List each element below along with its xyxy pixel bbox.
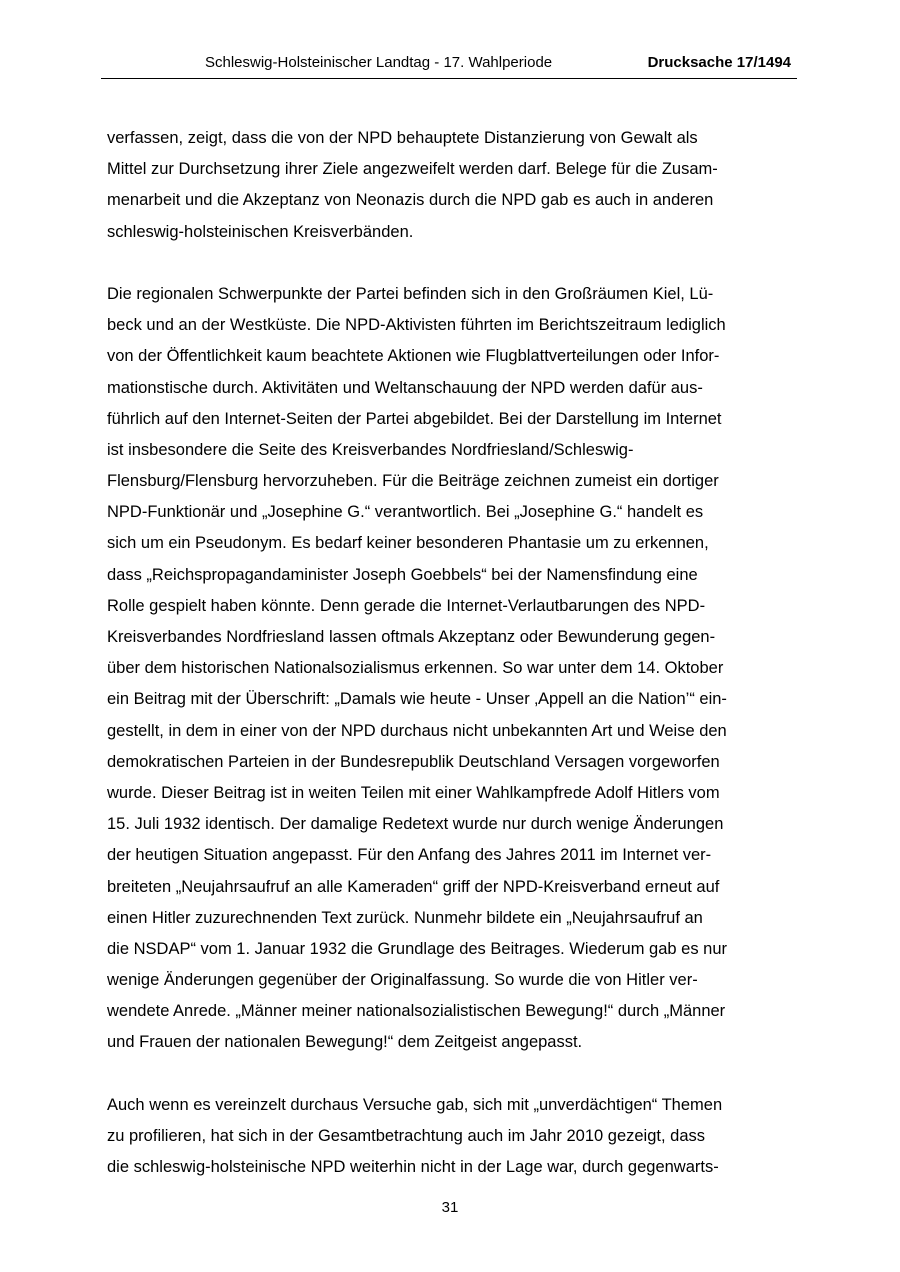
text-line: einen Hitler zuzurechnenden Text zurück. Nunmehr bildete ein „Neujahrsaufruf an: [107, 908, 703, 927]
text-line: Die regionalen Schwerpunkte der Partei befinden sich in den Großräumen Kiel, Lü-: [107, 284, 714, 303]
text-line: 15. Juli 1932 identisch. Der damalige Redetext wurde nur durch wenige Änderungen: [107, 815, 724, 834]
text-line: Flensburg/Flensburg hervorzuheben. Für die Beiträge zeichnen zumeist ein dortiger: [107, 472, 719, 491]
paragraph: [107, 1090, 797, 1184]
text-line: menarbeit und die Akzeptanz von Neonazis durch die NPD gab es auch in anderen: [107, 191, 714, 210]
paragraph: [107, 279, 797, 1059]
document-reference: Drucksache 17/1494: [647, 54, 791, 71]
text-line: zu profilieren, hat sich in der Gesamtbetrachtung auch im Jahr 2010 gezeigt, dass: [107, 1127, 705, 1145]
text-line: demokratischen Parteien in der Bundesrepublik Deutschland Versagen vorgeworfen: [107, 752, 720, 771]
text-line: verfassen, zeigt, dass die von der NPD behauptete Distanzierung von Gewalt als: [107, 129, 698, 147]
text-line: wurde. Dieser Beitrag ist in weiten Teilen mit einer Wahlkampfrede Adolf Hitlers vom: [107, 783, 720, 802]
page-header: [101, 52, 797, 79]
header-title: Schleswig-Holsteinischer Landtag - 17. Wahlperiode: [205, 54, 553, 71]
text-line: wenige Änderungen gegenüber der Originalfassung. So wurde die von Hitler ver-: [107, 971, 698, 990]
text-line: über dem historischen Nationalsozialismus erkennen. So war unter dem 14. Oktober: [107, 659, 724, 678]
text-line: sich um ein Pseudonym. Es bedarf keiner besonderen Phantasie um zu erkennen,: [107, 534, 709, 553]
text-line: ist insbesondere die Seite des Kreisverbandes Nordfriesland/Schleswig-: [107, 440, 634, 459]
text-line: schleswig-holsteinischen Kreisverbänden.: [107, 222, 414, 241]
text-line: der heutigen Situation angepasst. Für den Anfang des Jahres 2011 im Internet ver-: [107, 846, 712, 865]
text-line: dass „Reichspropagandaminister Joseph Goebbels“ bei der Namensfindung eine: [107, 565, 698, 584]
page-number: 31: [441, 1199, 459, 1216]
text-line: gestellt, in dem in einer von der NPD durchaus nicht unbekannten Art und Weise den: [107, 721, 727, 740]
text-line: die schleswig-holsteinische NPD weiterhin nicht in der Lage war, durch gegenwarts-: [107, 1158, 719, 1177]
paragraph-gap: [107, 248, 797, 279]
text-line: mationstische durch. Aktivitäten und Weltanschauung der NPD werden dafür aus-: [107, 378, 703, 397]
text-line: führlich auf den Internet-Seiten der Partei abgebildet. Bei der Darstellung im Internet: [107, 409, 722, 428]
text-line: beck und an der Westküste. Die NPD-Aktivisten führten im Berichtszeitraum lediglich: [107, 316, 726, 335]
text-line: von der Öffentlichkeit kaum beachtete Aktionen wie Flugblattverteilungen oder Infor-: [107, 347, 720, 366]
paragraph-gap: [107, 1059, 797, 1090]
text-line: und Frauen der nationalen Bewegung!“ dem Zeitgeist angepasst.: [107, 1033, 583, 1052]
text-line: Kreisverbandes Nordfriesland lassen oftmals Akzeptanz oder Bewunderung gegen-: [107, 628, 716, 646]
text-line: Auch wenn es vereinzelt durchaus Versuche gab, sich mit „unverdächtigen“ Themen: [107, 1095, 723, 1114]
text-line: ein Beitrag mit der Überschrift: „Damals wie heute - Unser ‚Appell an die Nation’“ ein-: [107, 690, 727, 709]
text-line: wendete Anrede. „Männer meiner nationalsozialistischen Bewegung!“ durch „Männer: [107, 1002, 726, 1021]
text-line: breiteten „Neujahrsaufruf an alle Kameraden“ griff der NPD-Kreisverband erneut auf: [107, 877, 720, 896]
text-line: die NSDAP“ vom 1. Januar 1932 die Grundlage des Beitrages. Wiederum gab es nur: [107, 939, 727, 958]
paragraph: [107, 123, 797, 248]
text-line: Rolle gespielt haben könnte. Denn gerade die Internet-Verlautbarungen des NPD-: [107, 596, 706, 615]
text-line: Mittel zur Durchsetzung ihrer Ziele angezweifelt werden darf. Belege für die Zusam-: [107, 160, 718, 179]
text-line: NPD-Funktionär und „Josephine G.“ verantwortlich. Bei „Josephine G.“ handelt es: [107, 503, 704, 522]
body-text: [107, 123, 797, 1183]
